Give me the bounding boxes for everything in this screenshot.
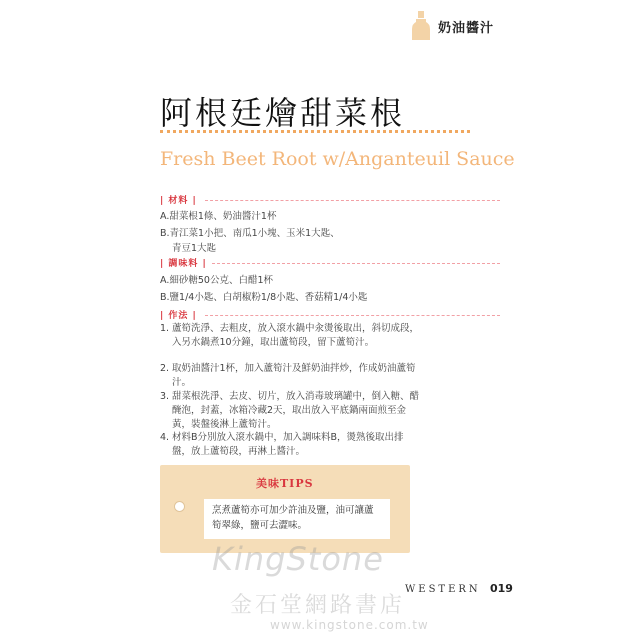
method-tag: | 作法 | <box>160 311 197 321</box>
seasoning-line: B.鹽1/4小匙、白胡椒粉1/8小匙、香菇精1/4小匙 <box>160 292 368 303</box>
step-number: 1. <box>160 323 170 334</box>
ingredient-line: B.青江菜1小把、南瓜1小塊、玉米1大匙、 <box>160 228 340 239</box>
seasoning-rule <box>212 263 500 264</box>
step-text: 甜菜根洗淨、去皮、切片，放入消毒玻璃罐中，倒入糖、醋醃泡，封蓋，冰箱冷藏2天，取出放入平底鍋兩面煎至金黃，裝盤後淋上蘆筍汁。 <box>172 391 420 430</box>
section-label: 奶油醬汁 <box>438 20 495 36</box>
tips-body: 烹煮蘆筍亦可加少許油及鹽，油可讓蘆筍翠綠，鹽可去澀味。 <box>204 499 390 539</box>
tips-title: 美味TIPS <box>256 477 314 490</box>
footer-section: WESTERN <box>405 584 481 595</box>
ingredients-tag: | 材料 | <box>160 196 197 206</box>
section-header-tab <box>410 10 516 42</box>
step-number: 4. <box>160 432 170 443</box>
watermark-brand: KingStone <box>212 540 384 578</box>
watermark-zh: 金石堂網路書店 <box>230 593 406 618</box>
ingredient-line: 青豆1大匙 <box>172 243 217 254</box>
recipe-title-zh: 阿根廷燴甜菜根 <box>160 94 406 132</box>
step-text: 取奶油醬汁1杯，加入蘆筍汁及鮮奶油拌炒，作成奶油蘆筍汁。 <box>172 363 416 388</box>
ingredients-rule <box>205 200 500 201</box>
method-rule <box>205 315 500 316</box>
step-number: 2. <box>160 363 170 374</box>
step-text: 蘆筍洗淨、去粗皮，放入滾水鍋中汆燙後取出，斜切成段，入另水鍋煮10分鐘，取出蘆筍段，留下蘆筍汁。 <box>172 323 420 348</box>
seasoning-tag: | 調味料 | <box>160 259 207 269</box>
step-number: 3. <box>160 391 170 402</box>
step-text: 材料B分別放入滾水鍋中，加入調味料B，燙熟後取出排盤，放上蘆筍段，再淋上醬汁。 <box>172 432 404 457</box>
sauce-bottle-icon <box>410 10 432 42</box>
tag-hole <box>174 501 185 512</box>
watermark-url: www.kingstone.com.tw <box>270 618 429 632</box>
seasoning-line: A.細砂糖50公克、白醋1杯 <box>160 275 273 286</box>
recipe-title-en: Fresh Beet Root w/Anganteuil Sauce <box>160 148 515 170</box>
page-number: 019 <box>490 582 513 595</box>
title-divider <box>160 130 470 133</box>
ingredient-line: A.甜菜根1條、奶油醬汁1杯 <box>160 211 277 222</box>
